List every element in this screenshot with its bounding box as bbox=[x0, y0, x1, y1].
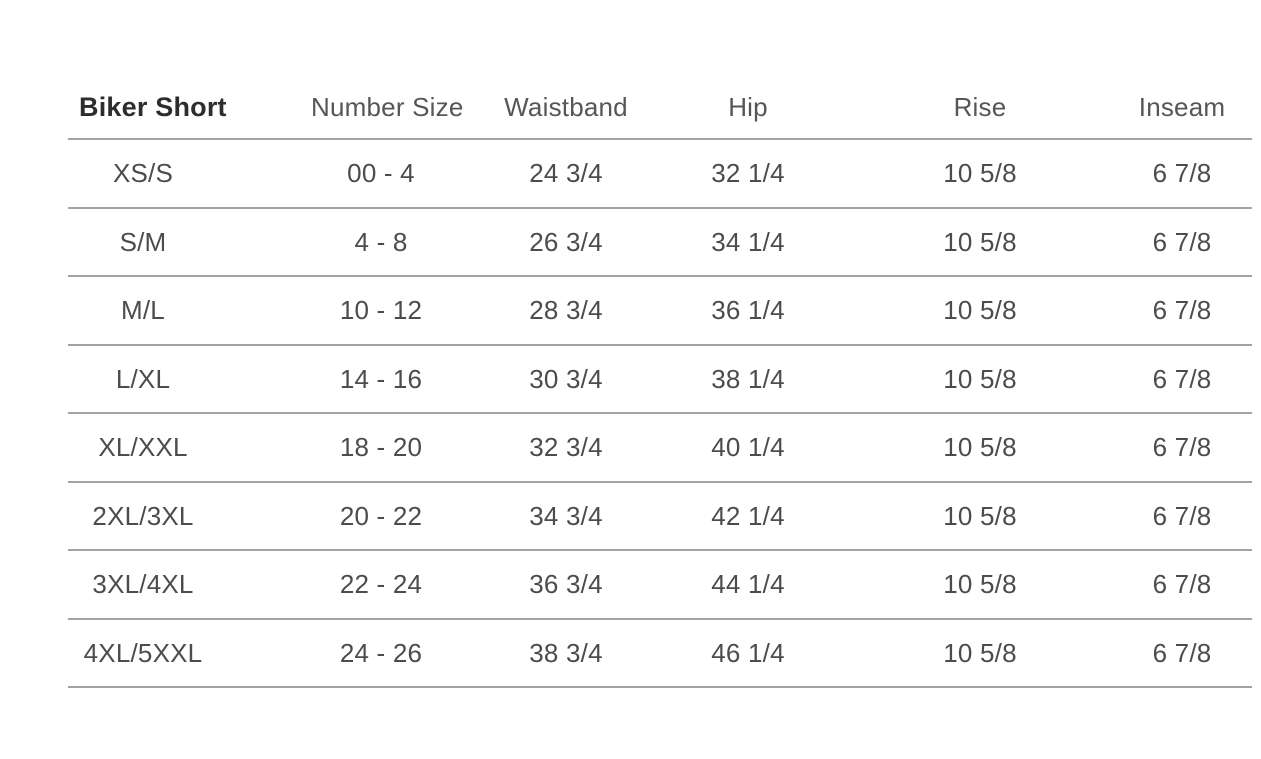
column-header-waistband: Waistband bbox=[504, 92, 628, 122]
column-header-biker-short: Biker Short bbox=[79, 91, 227, 122]
cell-inseam: 6 7/8 bbox=[1152, 363, 1212, 394]
table-row bbox=[68, 620, 1252, 689]
table-row bbox=[68, 483, 1252, 552]
cell-hip: 42 1/4 bbox=[711, 500, 785, 531]
cell-number-size: 4 - 8 bbox=[354, 226, 408, 257]
cell-inseam: 6 7/8 bbox=[1152, 569, 1212, 600]
table-row bbox=[68, 209, 1252, 278]
table-row bbox=[68, 277, 1252, 346]
cell-number-size: 18 - 20 bbox=[339, 432, 423, 463]
cell-waistband: 34 3/4 bbox=[529, 500, 603, 531]
column-header-rise: Rise bbox=[953, 92, 1007, 122]
table-row bbox=[68, 346, 1252, 415]
cell-waistband: 36 3/4 bbox=[529, 569, 603, 600]
cell-rise: 10 5/8 bbox=[943, 637, 1017, 668]
cell-waistband: 30 3/4 bbox=[529, 363, 603, 394]
cell-hip: 44 1/4 bbox=[711, 569, 785, 600]
cell-number-size: 20 - 22 bbox=[339, 500, 423, 531]
cell-inseam: 6 7/8 bbox=[1152, 295, 1212, 326]
size-label-cell: 4XL/5XXL bbox=[83, 637, 203, 668]
size-label-cell: L/XL bbox=[115, 363, 171, 394]
cell-rise: 10 5/8 bbox=[943, 569, 1017, 600]
cell-hip: 40 1/4 bbox=[711, 432, 785, 463]
cell-inseam: 6 7/8 bbox=[1152, 158, 1212, 189]
cell-hip: 34 1/4 bbox=[711, 226, 785, 257]
table-row bbox=[68, 140, 1252, 209]
size-label-cell: 3XL/4XL bbox=[92, 569, 194, 600]
cell-rise: 10 5/8 bbox=[943, 226, 1017, 257]
cell-inseam: 6 7/8 bbox=[1152, 637, 1212, 668]
cell-hip: 32 1/4 bbox=[711, 158, 785, 189]
cell-rise: 10 5/8 bbox=[943, 432, 1017, 463]
cell-number-size: 00 - 4 bbox=[347, 158, 415, 189]
cell-waistband: 28 3/4 bbox=[529, 295, 603, 326]
size-label-cell: 2XL/3XL bbox=[92, 500, 194, 531]
cell-rise: 10 5/8 bbox=[943, 158, 1017, 189]
cell-waistband: 24 3/4 bbox=[529, 158, 603, 189]
size-label-cell: XL/XXL bbox=[98, 432, 188, 463]
cell-inseam: 6 7/8 bbox=[1152, 226, 1212, 257]
column-header-hip: Hip bbox=[728, 92, 768, 122]
cell-rise: 10 5/8 bbox=[943, 500, 1017, 531]
cell-inseam: 6 7/8 bbox=[1152, 432, 1212, 463]
cell-number-size: 24 - 26 bbox=[339, 637, 423, 668]
size-label-cell: XS/S bbox=[112, 158, 174, 189]
column-header-number-size: Number Size bbox=[311, 92, 464, 122]
column-header-inseam: Inseam bbox=[1138, 92, 1226, 122]
cell-waistband: 32 3/4 bbox=[529, 432, 603, 463]
cell-number-size: 22 - 24 bbox=[339, 569, 423, 600]
cell-hip: 38 1/4 bbox=[711, 363, 785, 394]
cell-rise: 10 5/8 bbox=[943, 363, 1017, 394]
size-chart-table bbox=[68, 76, 1252, 688]
size-label-cell: S/M bbox=[119, 226, 167, 257]
cell-rise: 10 5/8 bbox=[943, 295, 1017, 326]
cell-hip: 46 1/4 bbox=[711, 637, 785, 668]
table-header-row bbox=[68, 76, 1252, 140]
size-label-cell: M/L bbox=[121, 295, 165, 326]
cell-waistband: 26 3/4 bbox=[529, 226, 603, 257]
cell-inseam: 6 7/8 bbox=[1152, 500, 1212, 531]
cell-number-size: 14 - 16 bbox=[339, 363, 423, 394]
cell-hip: 36 1/4 bbox=[711, 295, 785, 326]
cell-waistband: 38 3/4 bbox=[529, 637, 603, 668]
table-row bbox=[68, 414, 1252, 483]
table-row bbox=[68, 551, 1252, 620]
cell-number-size: 10 - 12 bbox=[339, 295, 423, 326]
